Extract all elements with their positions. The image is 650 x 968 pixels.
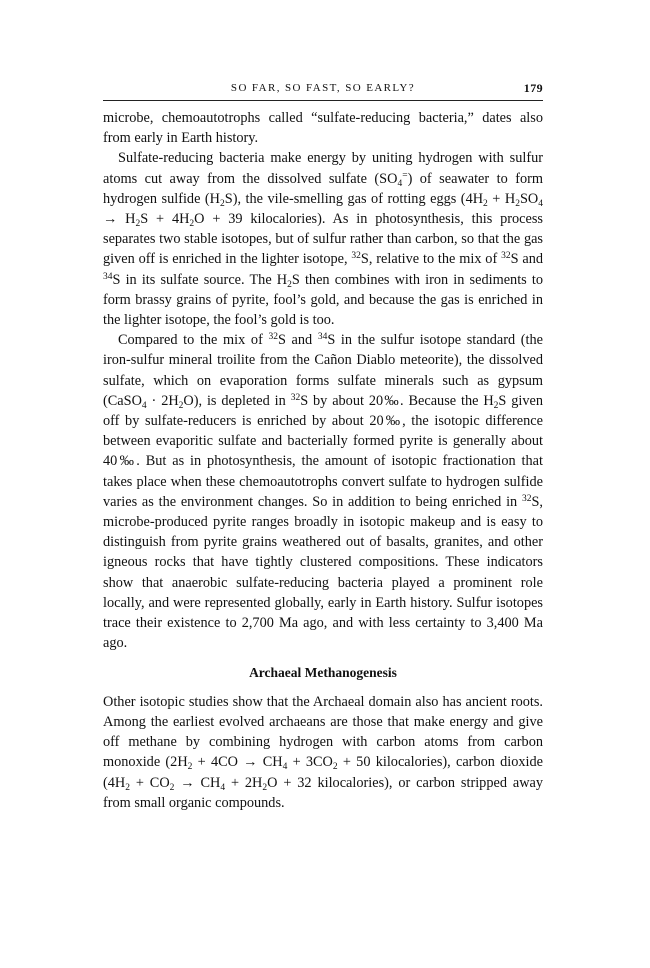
page-number: 179 bbox=[523, 81, 543, 95]
running-head-title: SO FAR, SO FAST, SO EARLY? bbox=[230, 82, 416, 94]
body-paragraph: microbe, chemoautotrophs called “sulfate-reducing bacteria,” dates also from early in Earth history. bbox=[103, 110, 543, 147]
body-paragraph: Sulfate-reducing bacteria make energy by uniting hydrogen with sulfur atoms cut away from the dissolved sulfate $(SO_4^=)$ of seawater to form hydrogen sulfide $(H_2S)$, the vile-smelling gas of rotting eggs ($4H_2 + H_2SO_4 \to H_2S + 4H_2O + 39$ kilocalories). As in photosynthesis, this process separates two stable isotopes, but of sulfur rather than carbon, so that the gas given off is enriched in the lighter isotope, $^{32}$S, relative to the mix of $^{32}$S and $^{34}$S in its sulfate source. The $H_2S$ then combines with iron in sediments to form brassy grains of pyrite, fool’s gold, and because the gas is enriched in the lighter isotope, the fool’s gold is too. bbox=[103, 150, 544, 329]
body-paragraph: Other isotopic studies show that the Archaeal domain also has ancient roots. Among the earliest evolved archaeans are those that make energy and give off methane by combining hydrogen with carbon atoms from carbon monoxide ($2H_2 + 4CO \to CH_4 + 3CO_2 + 50$ kilocalories), carbon dioxide ($4H_2 + CO_2 \to CH_4 + 2H_2O + 32$ kilocalories), or carbon stripped away from small organic compounds. bbox=[103, 693, 544, 811]
body-text bbox=[103, 108, 543, 813]
running-head bbox=[103, 78, 543, 101]
body-paragraph: Compared to the mix of $^{32}$S and $^{34}$S in the sulfur isotope standard (the iron-sulfur mineral troilite from the Cañon Diablo meteorite), the dissolved sulfate, which on evaporation forms sulfate minerals such as gypsum (CaSO$_4$ · $2H_2O$), is depleted in $^{32}$S by about 20‰. Because the $H_2S$ given off by sulfate-reducers is enriched by about 20‰, the isotopic difference between evaporitic sulfate and bacterially formed pyrite is generally about 40‰. But as in photosynthesis, the amount of isotopic fractionation that takes place when these chemoautotrophs convert sulfate to hydrogen sulfide varies as the environment changes. So in addition to being enriched in $^{32}$S, microbe-produced pyrite ranges broadly in isotopic makeup and is easy to distinguish from pyrite grains weathered out of basalts, granites, and other igneous rocks that have tightly clustered compositions. These indicators show that anaerobic sulfate-reducing bacteria played a prominent role locally, and were represented globally, early in Earth history. Sulfur isotopes trace their existence to 2,700 Ma ago, and with less certainty to 3,400 Ma ago. bbox=[103, 332, 544, 652]
section-heading: Archaeal Methanogenesis bbox=[249, 665, 397, 681]
book-page bbox=[103, 78, 543, 813]
